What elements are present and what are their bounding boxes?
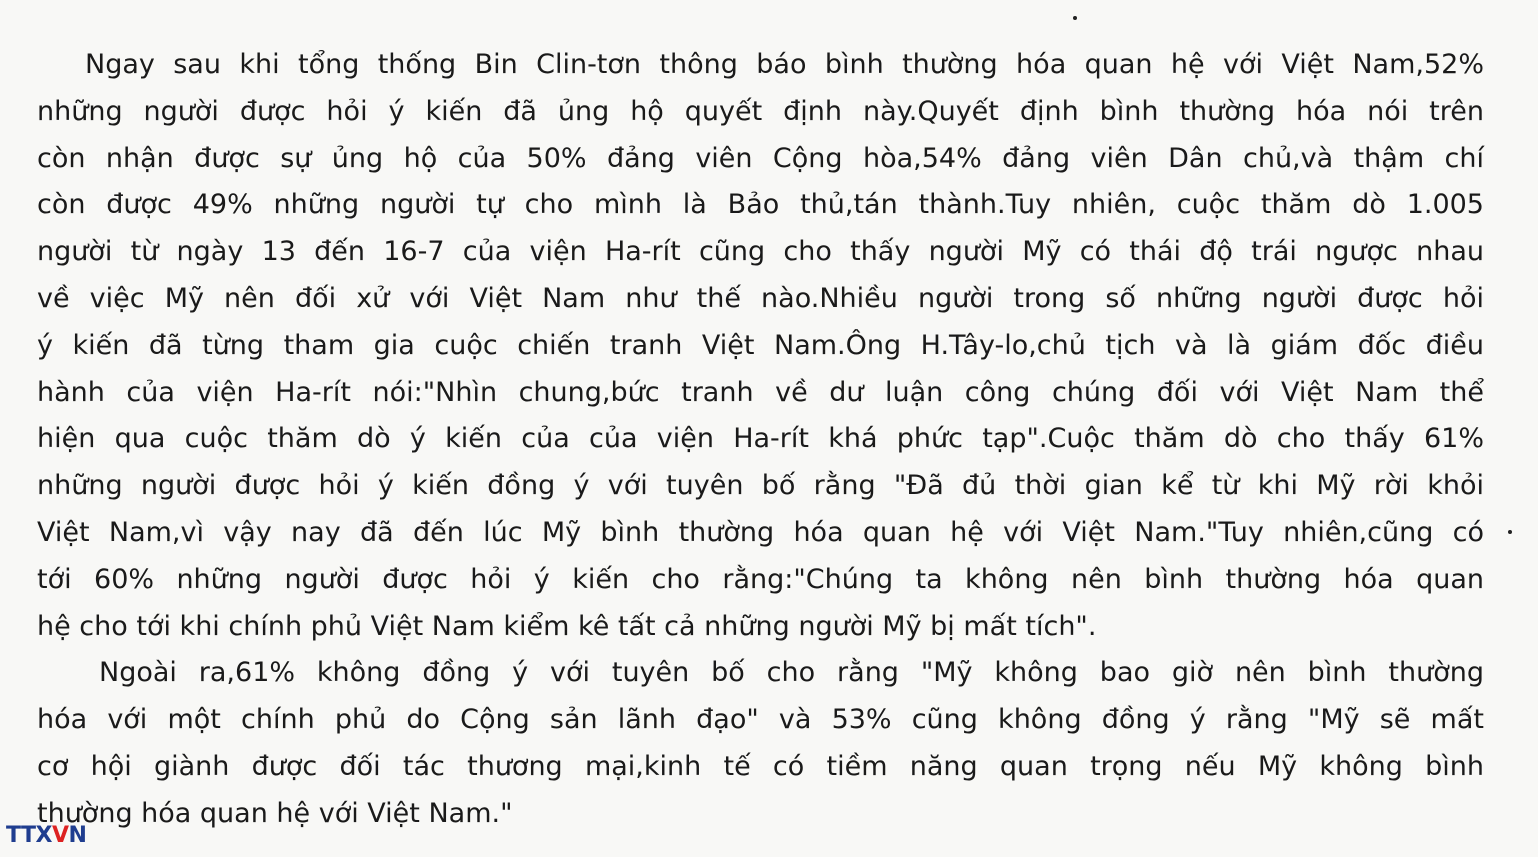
ink-speck bbox=[1073, 16, 1077, 20]
text-line: Ngoài ra,61% không đồng ý với tuyên bố cho rằng "Mỹ không bao giờ nên bình thường bbox=[99, 657, 1484, 689]
text-line: còn nhận được sự ủng hộ của 50% đảng viên Cộng hòa,54% đảng viên Dân chủ,và thậm chí bbox=[37, 142, 1484, 174]
text-line: Việt Nam,vì vậy nay đã đến lúc Mỹ bình thường hóa quan hệ với Việt Nam."Tuy nhiên,cũng có bbox=[37, 516, 1484, 548]
logo-mark: V bbox=[51, 823, 69, 848]
logo-prefix: TTX bbox=[6, 823, 52, 848]
text-line: còn được 49% những người tự cho mình là Bảo thủ,tán thành.Tuy nhiên, cuộc thăm dò 1.005 bbox=[37, 189, 1484, 221]
paragraph-1 bbox=[37, 42, 1484, 650]
logo-suffix: N bbox=[68, 823, 87, 848]
text-line: thường hóa quan hệ với Việt Nam." bbox=[37, 797, 513, 829]
ttxvn-logo bbox=[6, 823, 86, 848]
text-line: những người được hỏi ý kiến đã ủng hộ quyết định này.Quyết định bình thường hóa nói trên bbox=[37, 95, 1484, 127]
text-line: những người được hỏi ý kiến đồng ý với tuyên bố rằng "Đã đủ thời gian kể từ khi Mỹ rời khỏi bbox=[37, 470, 1484, 502]
text-line: cơ hội giành được đối tác thương mại,kinh tế có tiềm năng quan trọng nếu Mỹ không bình bbox=[37, 750, 1484, 782]
text-line: hóa với một chính phủ do Cộng sản lãnh đạo" và 53% cũng không đồng ý rằng "Mỹ sẽ mất bbox=[37, 704, 1484, 736]
text-line: về việc Mỹ nên đối xử với Việt Nam như thế nào.Nhiều người trong số những người được hỏi bbox=[37, 282, 1484, 314]
paragraph-2 bbox=[37, 650, 1484, 837]
article-text bbox=[37, 42, 1484, 838]
text-line: tới 60% những người được hỏi ý kiến cho rằng:"Chúng ta không nên bình thường hóa quan bbox=[37, 563, 1484, 595]
text-line: người từ ngày 13 đến 16-7 của viện Ha-rít cũng cho thấy người Mỹ có thái độ trái ngược nhau bbox=[37, 236, 1484, 268]
text-line: hiện qua cuộc thăm dò ý kiến của của viện Ha-rít khá phức tạp".Cuộc thăm dò cho thấy 61% bbox=[37, 423, 1484, 455]
ink-speck bbox=[1508, 530, 1512, 534]
text-line: ý kiến đã từng tham gia cuộc chiến tranh Việt Nam.Ông H.Tây-lo,chủ tịch và là giám đốc điều bbox=[37, 329, 1484, 361]
text-line: Ngay sau khi tổng thống Bin Clin-tơn thông báo bình thường hóa quan hệ với Việt Nam,52% bbox=[85, 49, 1484, 80]
text-line: hành của viện Ha-rít nói:"Nhìn chung,bức tranh về dư luận công chúng đối với Việt Nam thể bbox=[37, 376, 1484, 408]
text-line: hệ cho tới khi chính phủ Việt Nam kiểm kê tất cả những người Mỹ bị mất tích". bbox=[37, 610, 1097, 642]
